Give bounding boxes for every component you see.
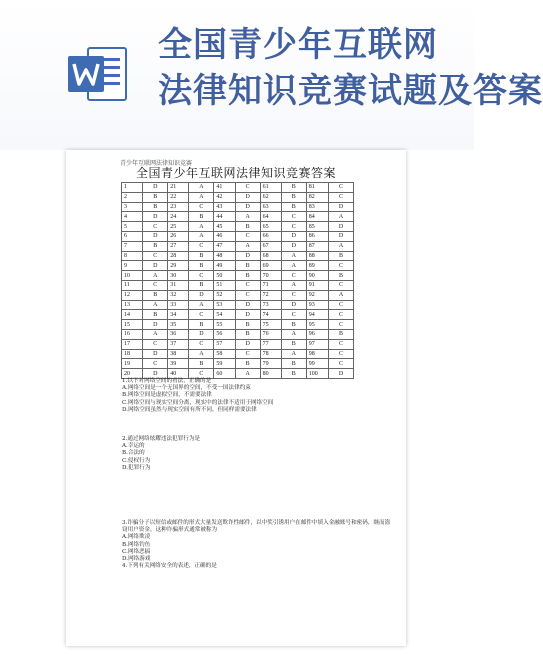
answer-cell: C bbox=[189, 202, 214, 212]
question-number-cell: 25 bbox=[168, 222, 189, 232]
question-number-cell: 39 bbox=[168, 359, 189, 369]
answer-cell: A bbox=[281, 280, 306, 290]
answer-cell: C bbox=[235, 183, 260, 193]
question-number-cell: 4 bbox=[122, 212, 143, 222]
answer-cell: A bbox=[281, 261, 306, 271]
question-number-cell: 100 bbox=[306, 369, 328, 379]
question-number-cell: 99 bbox=[306, 359, 328, 369]
answer-cell: A bbox=[235, 212, 260, 222]
answer-cell: B bbox=[235, 320, 260, 330]
question-number-cell: 53 bbox=[214, 300, 235, 310]
answer-cell: A bbox=[281, 349, 306, 359]
question-number-cell: 17 bbox=[122, 339, 143, 349]
table-row bbox=[122, 300, 354, 310]
answer-cell: B bbox=[328, 271, 353, 281]
answer-cell: B bbox=[235, 261, 260, 271]
answer-cell: D bbox=[281, 300, 306, 310]
answer-cell: C bbox=[281, 310, 306, 320]
question-number-cell: 29 bbox=[168, 261, 189, 271]
question-number-cell: 44 bbox=[214, 212, 235, 222]
question-number-cell: 30 bbox=[168, 271, 189, 281]
question-number-cell: 96 bbox=[306, 329, 328, 339]
question-number-cell: 13 bbox=[122, 300, 143, 310]
question-number-cell: 27 bbox=[168, 241, 189, 251]
option-d: D.网络空间虽然与现实空间有所不同，但同样需要法律 bbox=[122, 406, 257, 413]
table-row bbox=[122, 271, 354, 281]
table-row bbox=[122, 359, 354, 369]
question-number-cell: 65 bbox=[260, 222, 281, 232]
answer-cell: B bbox=[189, 280, 214, 290]
question-number-cell: 49 bbox=[214, 261, 235, 271]
question-number-cell: 73 bbox=[260, 300, 281, 310]
answer-cell: B bbox=[328, 251, 353, 261]
table-row bbox=[122, 202, 354, 212]
question-number-cell: 45 bbox=[214, 222, 235, 232]
header-banner bbox=[0, 0, 543, 150]
question-number-cell: 26 bbox=[168, 231, 189, 241]
answer-cell: B bbox=[189, 261, 214, 271]
option-b: B.网络钓鱼 bbox=[122, 541, 151, 548]
question-number-cell: 20 bbox=[122, 369, 143, 379]
question-2 bbox=[122, 436, 392, 472]
word-document-icon bbox=[66, 42, 130, 106]
question-number-cell: 50 bbox=[214, 271, 235, 281]
answer-cell: A bbox=[189, 183, 214, 193]
table-row bbox=[122, 310, 354, 320]
question-number-cell: 80 bbox=[260, 369, 281, 379]
answer-cell: D bbox=[235, 339, 260, 349]
question-number-cell: 3 bbox=[122, 202, 143, 212]
document-page bbox=[66, 150, 406, 646]
table-row bbox=[122, 320, 354, 330]
answer-cell: D bbox=[189, 329, 214, 339]
table-row bbox=[122, 261, 354, 271]
question-number-cell: 19 bbox=[122, 359, 143, 369]
answer-cell: D bbox=[281, 231, 306, 241]
table-row bbox=[122, 212, 354, 222]
question-1 bbox=[122, 378, 392, 414]
answer-cell: A bbox=[281, 329, 306, 339]
option-a: A.网络空间是一个无国界的空间，不受一国法律约束 bbox=[122, 385, 251, 392]
banner-title-line1: 全国青少年互联网 bbox=[158, 25, 438, 65]
answer-cell: A bbox=[235, 369, 260, 379]
answer-cell: C bbox=[328, 183, 353, 193]
question-number-cell: 15 bbox=[122, 320, 143, 330]
question-number-cell: 28 bbox=[168, 251, 189, 261]
question-number-cell: 33 bbox=[168, 300, 189, 310]
question-number-cell: 46 bbox=[214, 231, 235, 241]
option-d: D.网络游戏 bbox=[122, 556, 151, 563]
question-number-cell: 78 bbox=[260, 349, 281, 359]
answer-cell: B bbox=[281, 320, 306, 330]
question-number-cell: 10 bbox=[122, 271, 143, 281]
question-number-cell: 51 bbox=[214, 280, 235, 290]
question-stem: 4.下列有关网络安全的表述，正确的是 bbox=[122, 563, 217, 570]
question-number-cell: 40 bbox=[168, 369, 189, 379]
answer-cell: C bbox=[328, 310, 353, 320]
question-number-cell: 57 bbox=[214, 339, 235, 349]
question-number-cell: 75 bbox=[260, 320, 281, 330]
table-row bbox=[122, 369, 354, 379]
answer-cell: A bbox=[235, 241, 260, 251]
question-number-cell: 9 bbox=[122, 261, 143, 271]
question-number-cell: 8 bbox=[122, 251, 143, 261]
answer-cell: C bbox=[328, 339, 353, 349]
answer-cell: A bbox=[328, 241, 353, 251]
question-number-cell: 83 bbox=[306, 202, 328, 212]
answer-cell: D bbox=[143, 349, 168, 359]
answer-cell: B bbox=[328, 329, 353, 339]
table-row bbox=[122, 192, 354, 202]
question-number-cell: 86 bbox=[306, 231, 328, 241]
answer-cell: B bbox=[143, 290, 168, 300]
answer-cell: D bbox=[143, 212, 168, 222]
option-c: C.网络空间与现实空间分离，现实中的法律不适用于网络空间 bbox=[122, 399, 274, 406]
answer-cell: A bbox=[328, 290, 353, 300]
question-number-cell: 23 bbox=[168, 202, 189, 212]
question-number-cell: 47 bbox=[214, 241, 235, 251]
answer-cell: B bbox=[281, 359, 306, 369]
question-number-cell: 74 bbox=[260, 310, 281, 320]
question-number-cell: 95 bbox=[306, 320, 328, 330]
answer-cell: B bbox=[235, 329, 260, 339]
answer-cell: B bbox=[143, 241, 168, 251]
question-number-cell: 87 bbox=[306, 241, 328, 251]
question-number-cell: 16 bbox=[122, 329, 143, 339]
question-number-cell: 79 bbox=[260, 359, 281, 369]
question-number-cell: 55 bbox=[214, 320, 235, 330]
answer-cell: B bbox=[235, 222, 260, 232]
question-number-cell: 94 bbox=[306, 310, 328, 320]
question-number-cell: 85 bbox=[306, 222, 328, 232]
answer-cell: C bbox=[235, 231, 260, 241]
question-number-cell: 38 bbox=[168, 349, 189, 359]
table-row bbox=[122, 339, 354, 349]
answer-cell: C bbox=[235, 349, 260, 359]
question-number-cell: 77 bbox=[260, 339, 281, 349]
banner-title bbox=[158, 22, 543, 114]
question-number-cell: 42 bbox=[214, 192, 235, 202]
question-number-cell: 11 bbox=[122, 280, 143, 290]
question-number-cell: 64 bbox=[260, 212, 281, 222]
answer-cell: B bbox=[189, 359, 214, 369]
answer-cell: C bbox=[328, 192, 353, 202]
question-number-cell: 52 bbox=[214, 290, 235, 300]
answer-cell: D bbox=[328, 222, 353, 232]
answer-cell: C bbox=[189, 310, 214, 320]
question-number-cell: 92 bbox=[306, 290, 328, 300]
answer-cell: A bbox=[189, 349, 214, 359]
answer-cell: C bbox=[143, 280, 168, 290]
question-4 bbox=[122, 563, 392, 570]
question-number-cell: 61 bbox=[260, 183, 281, 193]
question-list bbox=[122, 378, 392, 570]
question-number-cell: 5 bbox=[122, 222, 143, 232]
answer-cell: A bbox=[189, 192, 214, 202]
question-stem: 1.以下对网络空间的看法，正确的是 bbox=[122, 378, 212, 384]
question-number-cell: 22 bbox=[168, 192, 189, 202]
answer-cell: B bbox=[281, 369, 306, 379]
answer-cell: D bbox=[189, 290, 214, 300]
question-number-cell: 24 bbox=[168, 212, 189, 222]
question-3 bbox=[122, 520, 392, 563]
answer-cell: B bbox=[189, 251, 214, 261]
question-number-cell: 58 bbox=[214, 349, 235, 359]
question-number-cell: 6 bbox=[122, 231, 143, 241]
answer-cell: B bbox=[281, 202, 306, 212]
question-number-cell: 56 bbox=[214, 329, 235, 339]
answer-cell: C bbox=[328, 300, 353, 310]
question-number-cell: 68 bbox=[260, 251, 281, 261]
table-row bbox=[122, 290, 354, 300]
answer-cell: B bbox=[235, 359, 260, 369]
question-number-cell: 72 bbox=[260, 290, 281, 300]
question-number-cell: 98 bbox=[306, 349, 328, 359]
answer-cell: D bbox=[281, 241, 306, 251]
question-number-cell: 62 bbox=[260, 192, 281, 202]
answer-cell: B bbox=[281, 339, 306, 349]
question-number-cell: 88 bbox=[306, 251, 328, 261]
question-number-cell: 2 bbox=[122, 192, 143, 202]
answer-cell: B bbox=[235, 271, 260, 281]
answer-table bbox=[121, 182, 354, 379]
answer-cell: D bbox=[143, 231, 168, 241]
question-number-cell: 34 bbox=[168, 310, 189, 320]
answer-cell: C bbox=[281, 290, 306, 300]
question-number-cell: 14 bbox=[122, 310, 143, 320]
answer-cell: D bbox=[235, 251, 260, 261]
table-row bbox=[122, 329, 354, 339]
question-number-cell: 91 bbox=[306, 280, 328, 290]
answer-cell: C bbox=[328, 349, 353, 359]
answer-cell: B bbox=[189, 320, 214, 330]
question-number-cell: 48 bbox=[214, 251, 235, 261]
question-number-cell: 97 bbox=[306, 339, 328, 349]
question-number-cell: 93 bbox=[306, 300, 328, 310]
question-number-cell: 32 bbox=[168, 290, 189, 300]
question-number-cell: 37 bbox=[168, 339, 189, 349]
question-number-cell: 18 bbox=[122, 349, 143, 359]
answer-cell: C bbox=[189, 369, 214, 379]
answer-cell: B bbox=[143, 202, 168, 212]
answer-cell: D bbox=[235, 300, 260, 310]
question-number-cell: 66 bbox=[260, 231, 281, 241]
answer-cell: D bbox=[235, 202, 260, 212]
answer-cell: A bbox=[143, 329, 168, 339]
question-number-cell: 31 bbox=[168, 280, 189, 290]
answer-cell: B bbox=[281, 192, 306, 202]
option-b: B.网络空间是虚拟空间，不需要法律 bbox=[122, 392, 212, 399]
question-number-cell: 71 bbox=[260, 280, 281, 290]
document-title: 全国青少年互联网法律知识竞赛答案 bbox=[135, 166, 336, 180]
question-number-cell: 54 bbox=[214, 310, 235, 320]
question-number-cell: 60 bbox=[214, 369, 235, 379]
answer-cell: A bbox=[328, 212, 353, 222]
answer-cell: C bbox=[281, 212, 306, 222]
answer-cell: D bbox=[143, 320, 168, 330]
answer-cell: C bbox=[143, 251, 168, 261]
answer-cell: D bbox=[235, 192, 260, 202]
answer-cell: C bbox=[235, 280, 260, 290]
question-number-cell: 76 bbox=[260, 329, 281, 339]
option-d: D.犯罪行为 bbox=[122, 464, 151, 471]
question-number-cell: 82 bbox=[306, 192, 328, 202]
answer-cell: A bbox=[281, 251, 306, 261]
option-a: A.幸运的 bbox=[122, 443, 145, 450]
banner-title-line2: 法律知识竞赛试题及答案 bbox=[158, 71, 543, 111]
question-number-cell: 7 bbox=[122, 241, 143, 251]
running-head: 青少年互联网法律知识竞赛 bbox=[120, 160, 193, 167]
question-number-cell: 1 bbox=[122, 183, 143, 193]
answer-cell: D bbox=[328, 369, 353, 379]
answer-cell: D bbox=[143, 261, 168, 271]
table-row bbox=[122, 280, 354, 290]
answer-cell: C bbox=[143, 339, 168, 349]
question-number-cell: 21 bbox=[168, 183, 189, 193]
question-stem: 3.诈骗分子以短信或邮件的形式大量发送欺诈性邮件，以中奖引诱用户在邮件中填入金融账号和密码，继而盗窃用户资金，这种诈骗形式通常被称为 bbox=[122, 520, 391, 534]
answer-cell: A bbox=[143, 300, 168, 310]
answer-cell: B bbox=[143, 192, 168, 202]
question-number-cell: 67 bbox=[260, 241, 281, 251]
answer-cell: A bbox=[143, 271, 168, 281]
answer-cell: C bbox=[281, 271, 306, 281]
option-a: A.网络欺凌 bbox=[122, 534, 151, 541]
option-c: C.侵权行为 bbox=[122, 457, 151, 464]
answer-cell: D bbox=[328, 202, 353, 212]
question-number-cell: 89 bbox=[306, 261, 328, 271]
question-number-cell: 35 bbox=[168, 320, 189, 330]
answer-cell: C bbox=[328, 320, 353, 330]
question-number-cell: 90 bbox=[306, 271, 328, 281]
answer-cell: C bbox=[189, 241, 214, 251]
table-row bbox=[122, 349, 354, 359]
answer-table-body bbox=[122, 183, 354, 379]
answer-cell: C bbox=[189, 339, 214, 349]
answer-cell: C bbox=[328, 359, 353, 369]
answer-cell: A bbox=[189, 300, 214, 310]
option-c: C.网络恶搞 bbox=[122, 548, 151, 555]
question-number-cell: 69 bbox=[260, 261, 281, 271]
answer-cell: D bbox=[143, 369, 168, 379]
question-number-cell: 63 bbox=[260, 202, 281, 212]
question-number-cell: 36 bbox=[168, 329, 189, 339]
answer-cell: B bbox=[189, 212, 214, 222]
answer-cell: C bbox=[189, 271, 214, 281]
answer-cell: C bbox=[328, 261, 353, 271]
question-number-cell: 70 bbox=[260, 271, 281, 281]
answer-cell: D bbox=[235, 310, 260, 320]
answer-cell: D bbox=[143, 183, 168, 193]
answer-cell: D bbox=[328, 231, 353, 241]
table-row bbox=[122, 251, 354, 261]
question-number-cell: 84 bbox=[306, 212, 328, 222]
table-row bbox=[122, 222, 354, 232]
answer-cell: C bbox=[281, 222, 306, 232]
answer-cell: C bbox=[328, 280, 353, 290]
answer-cell: C bbox=[235, 290, 260, 300]
question-number-cell: 59 bbox=[214, 359, 235, 369]
question-number-cell: 41 bbox=[214, 183, 235, 193]
answer-cell: C bbox=[143, 222, 168, 232]
answer-cell: C bbox=[143, 359, 168, 369]
question-number-cell: 12 bbox=[122, 290, 143, 300]
question-stem: 2.通过网络炫耀违法犯罪行为是 bbox=[122, 436, 201, 443]
answer-cell: B bbox=[281, 183, 306, 193]
question-number-cell: 43 bbox=[214, 202, 235, 212]
answer-cell: B bbox=[143, 310, 168, 320]
table-row bbox=[122, 183, 354, 193]
answer-cell: A bbox=[189, 231, 214, 241]
question-number-cell: 81 bbox=[306, 183, 328, 193]
option-b: B.合法的 bbox=[122, 450, 145, 457]
table-row bbox=[122, 231, 354, 241]
answer-cell: A bbox=[189, 222, 214, 232]
table-row bbox=[122, 241, 354, 251]
